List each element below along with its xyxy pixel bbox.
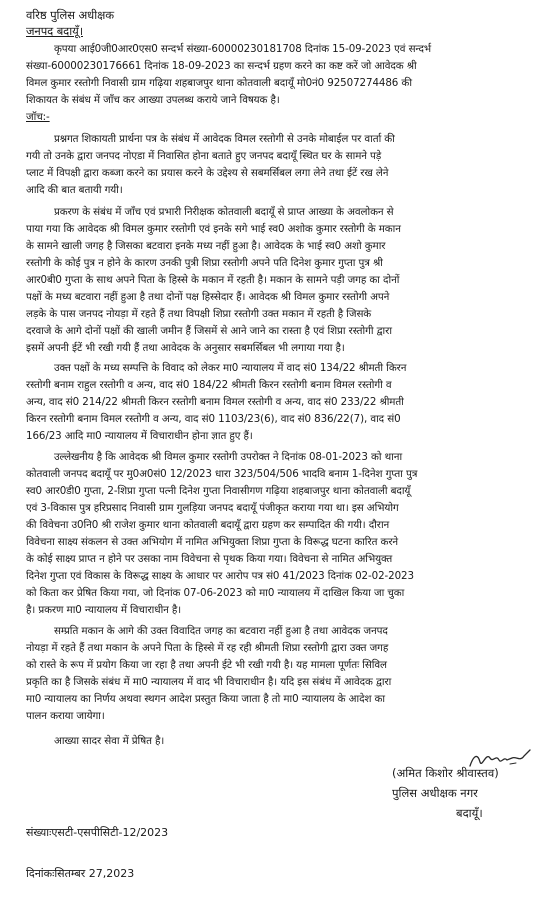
para2-line-4: रस्तोगी के कोई पुत्र न होने के कारण उनकी पुत्री शिप्रा रस्तोगी अपने पति दिनेश कुमार गुप्ता पुत्र श्री — [26, 257, 383, 269]
para4-line-8: दिनेश गुप्ता एवं विकास के विरूद्ध साक्ष्य के आधार पर आरोप पत्र सं0 41/2023 दिनांक 02-02-2023 — [26, 570, 414, 582]
addressee-title: वरिष्ठ पुलिस अधीक्षक — [26, 8, 114, 22]
closing-line: आख्या सादर सेवा में प्रेषित है। — [54, 735, 165, 747]
para1-line-3: प्लाट में विपक्षी द्वारा कब्जा करने का प्रयास करने के उद्देश्य से सबमर्सिबल लगा लेने तथा ईटें रख लेने — [26, 167, 389, 179]
para3-line-2: रस्तोगी बनाम राहुल रस्तोगी व अन्य, वाद सं0 184/22 श्रीमती किरन रस्तोगी बनाम विमल रस्तोगी व — [26, 379, 392, 391]
intro-line-3: विमल कुमार रस्तोगी निवासी ग्राम गढ़िया शहबाजपुर थाना कोतवाली बदायूँ मो0नं0 92507274486 की — [26, 77, 412, 89]
para3-line-3: अन्य, वाद सं0 214/22 श्रीमती किरन रस्तोगी बनाम विमल रस्तोगी व अन्य, वाद सं0 233/22 श्रीमती — [26, 396, 404, 408]
signatory-name: (अमित किशोर श्रीवास्तव) — [392, 766, 499, 780]
para2-line-5: आर0बी0 गुप्ता के साथ अपने पिता के हिस्से के मकान में रहती है। मकान के सामने पड़ी जगह का दोनों — [26, 274, 400, 286]
para5-line-2: नोयड़ा में रहते हैं तथा मकान के अपने पिता के हिस्से में रह रही श्रीमती शिप्रा रस्तोगी द्वारा उक्त जगह — [26, 642, 389, 654]
para4-line-5: की विवेचना उ0नि0 श्री राजेश कुमार थाना कोतवाली बदायूँ द्वारा ग्रहण कर सम्पादित की गयी। दौरान — [26, 519, 390, 531]
para2-line-6: पक्षों के मध्य बटवारा नहीं हुआ है तथा दोनों पक्ष हिस्सेदार हैं। आवेदक श्री विमल कुमार रस्तोगी अपने — [26, 291, 390, 303]
reference-number: संख्याःएसटी-एसपीसिटी-12/2023 — [26, 826, 169, 839]
para1-line-4: आदि की बात बतायी गयी। — [26, 184, 123, 196]
signatory-district: बदायूँ। — [456, 806, 483, 820]
para4-line-4: एवं 3-विकास पुत्र हरिप्रसाद निवासी ग्राम गुलड़िया जनपद बदायूँ पंजीकृत कराया गया था। इस अभियोग — [26, 502, 399, 514]
para4-line-9: को किता कर प्रेषित किया गया, जो दिनांक 07-06-2023 को मा0 न्यायालय में दाखिल किया जा चुका — [26, 587, 405, 599]
signatory-designation: पुलिस अधीक्षक नगर — [392, 786, 478, 800]
para4-line-3: स्व0 आर0डी0 गुप्ता, 2-शिप्रा गुप्ता पत्नी दिनेश गुप्ता निवासीगण गढ़िया शहबाजपुर थाना कोतवाली बदायूँ — [26, 485, 411, 497]
para3-line-5: 166/23 आदि मा0 न्यायालय में विचाराधीन होना ज्ञात हुए हैं। — [26, 430, 253, 442]
intro-line-4: शिकायत के संबंध में जाँच कर आख्या उपलब्ध कराये जाने विषयक है। — [26, 94, 280, 106]
para4-line-7: के कोई साक्ष्य प्राप्त न होने पर उसका नाम विवेचना से पृथक किया गया। विवेचना से नामित अभियुक्त — [26, 553, 393, 565]
para4-line-10: है। प्रकरण मा0 न्यायालय में विचाराधीन है। — [26, 604, 182, 616]
para2-line-9: इसमें अपनी ईटें भी रखी गयी हैं तथा आवेदक के अनुसार सबमर्सिबल भी लगाया गया है। — [26, 342, 345, 354]
para2-line-7: लड़के के पास जनपद नोयड़ा में रहते हैं तथा विपक्षी शिप्रा रस्तोगी उक्त मकान में रहती है जिसके — [26, 308, 372, 320]
para3-line-1: उक्त पक्षों के मध्य सम्पत्ति के विवाद को लेकर मा0 न्यायालय में वाद सं0 134/22 श्रीमती किरन — [54, 362, 407, 374]
para4-line-1: उल्लेखनीय है कि आवेदक श्री विमल कुमार रस्तोगी उपरोक्त ने दिनांक 08-01-2023 को थाना — [54, 451, 403, 463]
para5-line-5: मा0 न्यायालय का निर्णय अथवा स्थगन आदेश प्रस्तुत किया जाता है तो मा0 न्यायालय के आदेश का — [26, 693, 385, 705]
addressee-district: जनपद बदायूँ। — [26, 24, 83, 38]
para5-line-3: को रास्ते के रूप में प्रयोग किया जा रहा है तथा अपनी ईटे भी रखी गयी है। यह मामला पूर्णतः सिविल — [26, 659, 387, 671]
para1-line-1: प्रश्नगत शिकायती प्रार्थना पत्र के संबंध में आवेदक विमल रस्तोगी से उनके मोबाईल पर वार्ता की — [54, 133, 395, 145]
para4-line-6: विवेचना साक्ष्य संकलन से उक्त अभियोग में नामित अभियुक्ता शिप्रा गुप्ता के विरूद्ध घटना कारित करने — [26, 536, 399, 548]
para5-line-4: प्रकृति का है जिसके संबंध में मा0 न्यायालय में वाद भी विचाराधीन है। यदि इस संबंध में आवेदक द्वारा — [26, 676, 392, 688]
para1-line-2: गयी तो उनके द्वारा जनपद नोएडा में निवासित होना बताते हुए जनपद बदायूँ स्थित घर के सामने पड़े — [26, 150, 382, 162]
intro-line-1: कृपया आई0जी0आर0एस0 सन्दर्भ संख्या-60000230181708 दिनांक 15-09-2023 एवं सन्दर्भ — [54, 43, 432, 55]
para4-line-2: कोतवाली जनपद बदायूँ पर मु0अ0सं0 12/2023 धारा 323/504/506 भादवि बनाम 1-दिनेश गुप्ता पुत्र — [26, 468, 418, 480]
para2-line-3: के सामने खाली जगह है जिसका बटवारा इनके मध्य नहीं हुआ है। आवेदक के भाई स्व0 अशो कुमार — [26, 240, 386, 252]
para2-line-2: पाया गया कि आवेदक श्री विमल कुमार रस्तोगी एवं इनके सगे भाई स्व0 अशोक कुमार रस्तोगी के मकान — [26, 223, 401, 235]
para5-line-1: सम्प्रति मकान के आगे की उक्त विवादित जगह का बटवारा नहीं हुआ है तथा आवेदक जनपद — [54, 625, 388, 637]
para2-line-8: दरवाजे के आगे दोनों पक्षों की खाली जमीन हैं जिसमें से आने जाने का रास्ता है एवं शिप्रा रस्तोगी द्वारा — [26, 325, 392, 337]
document-date: दिनांकःसितम्बर 27,2023 — [26, 867, 135, 880]
intro-line-2: संख्या-60000230176661 दिनांक 18-09-2023 का सन्दर्भ ग्रहण करने का कष्ट करें जो आवेदक श्री — [26, 60, 417, 72]
para5-line-6: पालन कराया जायेगा। — [26, 710, 105, 722]
jaanch-heading: जॉच:- — [26, 111, 50, 123]
para2-line-1: प्रकरण के संबंध में जाँच एवं प्रभारी निरीक्षक कोतवाली बदायूँ से प्राप्त आख्या के अवलोकन से — [54, 206, 394, 218]
para3-line-4: किरन रस्तोगी बनाम विमल रस्तोगी व अन्य, वाद सं0 1103/23(6), वाद सं0 836/22(7), वाद सं0 — [26, 413, 401, 425]
